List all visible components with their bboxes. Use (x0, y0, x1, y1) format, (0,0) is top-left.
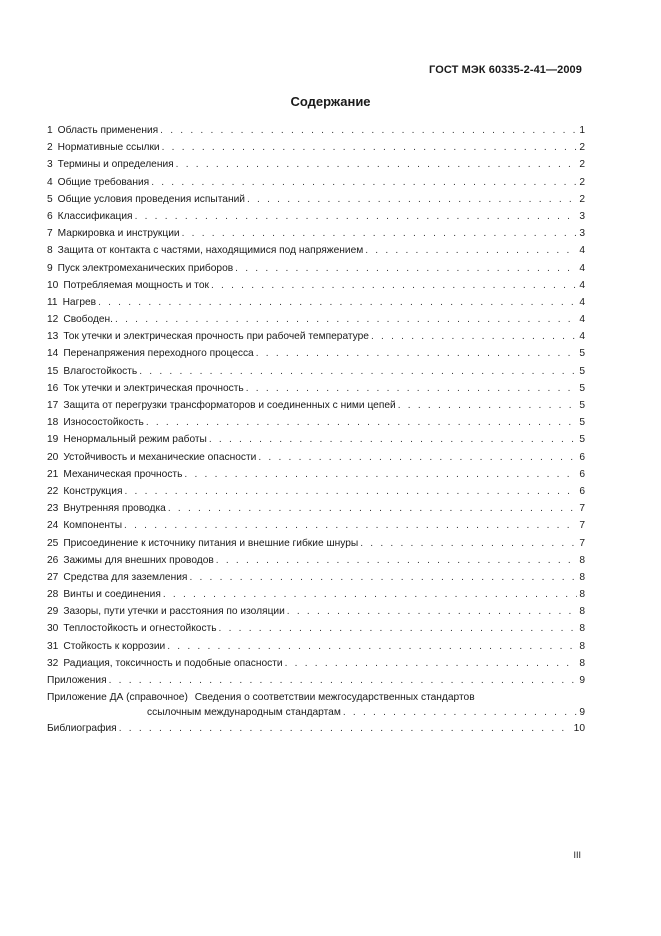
leader-dots (371, 328, 577, 345)
toc-entry[interactable] (47, 260, 585, 277)
leader-dots (398, 397, 578, 414)
toc-entry-page: 4 (579, 296, 585, 308)
toc-entry-page: 8 (579, 606, 585, 618)
toc-entry-label: Радиация, токсичность и подобные опасности (63, 657, 283, 669)
toc-entry[interactable] (47, 586, 585, 603)
toc-entry-label: Средства для заземления (63, 571, 188, 583)
toc-entry-number: 8 (47, 245, 53, 257)
leader-dots (98, 294, 577, 311)
toc-entry-number: 17 (47, 400, 59, 411)
toc-entry-number: 30 (47, 623, 59, 635)
toc-entry-number: 10 (47, 279, 59, 291)
toc-entry-page: 5 (579, 365, 585, 377)
toc-entry-label: Ток утечки и электрическая прочность при рабочей температуре (63, 331, 369, 343)
toc-entry-number: 22 (47, 485, 59, 497)
toc-entry[interactable] (47, 483, 585, 500)
leader-dots (135, 208, 578, 225)
toc-entry-page: 6 (579, 468, 585, 480)
leader-dots (365, 242, 577, 259)
toc-entry-page: 4 (579, 262, 585, 274)
toc-entry-number: 9 (47, 262, 53, 274)
toc-entry[interactable] (47, 122, 585, 139)
leader-dots (209, 431, 577, 448)
leader-dots (287, 603, 578, 620)
toc-entry-page: 2 (579, 159, 585, 171)
page-number: III (573, 850, 581, 860)
toc-entry-number: 32 (47, 657, 59, 669)
toc-entry-page: 5 (579, 434, 585, 446)
table-of-contents (47, 122, 585, 738)
appendix-da-page: 9 (579, 707, 585, 719)
toc-entry[interactable] (47, 328, 585, 345)
toc-appendices-page: 9 (579, 675, 585, 686)
page-title: Содержание (290, 94, 371, 109)
appendix-da-title-line1: Сведения о соответствии межгосударственных стандартов (194, 692, 475, 704)
toc-entry[interactable] (47, 603, 585, 620)
toc-entry-label: Свободен. (63, 314, 114, 326)
leader-dots (119, 720, 572, 737)
leader-dots (219, 620, 578, 637)
toc-entry-label: Внутренняя проводка (63, 503, 166, 515)
leader-dots (151, 174, 577, 191)
leader-dots (124, 483, 577, 500)
toc-entry-label: Термины и определения (57, 159, 174, 171)
toc-entry[interactable] (47, 655, 585, 672)
toc-entry[interactable] (47, 294, 585, 311)
toc-entry-label: Ненормальный режим работы (63, 434, 207, 446)
toc-entry-label: Конструкция (63, 485, 123, 497)
toc-entry[interactable] (47, 380, 585, 397)
toc-entry-page: 6 (579, 451, 585, 463)
toc-entry[interactable] (47, 620, 585, 637)
toc-entry-number: 24 (47, 520, 59, 532)
toc-entry[interactable] (47, 191, 585, 208)
toc-entry-label: Потребляемая мощность и ток (63, 279, 209, 291)
toc-entry-page: 8 (579, 571, 585, 583)
toc-entry-label: Влагостойкость (63, 365, 138, 377)
leader-dots (124, 517, 577, 534)
toc-entry-label: Пуск электромеханических приборов (57, 262, 234, 274)
toc-entry-page: 2 (579, 176, 585, 188)
toc-entry-number: 29 (47, 606, 59, 618)
toc-entry[interactable] (47, 174, 585, 191)
toc-entry-number: 23 (47, 503, 59, 515)
toc-entry[interactable] (47, 535, 585, 552)
toc-entry-number: 25 (47, 537, 59, 549)
toc-entry-page: 7 (579, 503, 585, 515)
toc-entry-page: 5 (579, 348, 585, 360)
toc-entry[interactable] (47, 552, 585, 569)
toc-entry-page: 5 (579, 400, 585, 411)
toc-entry-number: 14 (47, 348, 59, 360)
toc-entry[interactable] (47, 638, 585, 655)
toc-entry-number: 21 (47, 468, 59, 480)
leader-dots (160, 122, 577, 139)
toc-entry-label: Стойкость к коррозии (63, 640, 166, 652)
toc-entry-number: 28 (47, 589, 59, 601)
toc-entry-page: 5 (579, 417, 585, 429)
toc-entry-label: Износостойкость (63, 417, 144, 429)
toc-entry-page: 2 (579, 142, 585, 154)
toc-entry-label: Ток утечки и электрическая прочность (63, 382, 244, 394)
toc-entry-number: 15 (47, 365, 59, 377)
leader-dots (360, 535, 577, 552)
toc-entry[interactable] (47, 569, 585, 586)
toc-entry[interactable] (47, 363, 585, 380)
document-code: ГОСТ МЭК 60335-2-41—2009 (429, 64, 582, 76)
toc-appendix-da[interactable] (47, 689, 585, 720)
toc-entry-page: 8 (579, 640, 585, 652)
toc-entry[interactable] (47, 277, 585, 294)
toc-entry-page: 4 (579, 314, 585, 326)
leader-dots (167, 638, 577, 655)
leader-dots (246, 380, 578, 397)
toc-entry[interactable] (47, 225, 585, 242)
toc-entry-page: 8 (579, 657, 585, 669)
leader-dots (258, 449, 577, 466)
leader-dots (211, 277, 577, 294)
leader-dots (176, 156, 578, 173)
toc-entry-label: Зазоры, пути утечки и расстояния по изоляции (63, 606, 285, 618)
toc-entry-number: 12 (47, 314, 59, 326)
leader-dots (247, 191, 577, 208)
toc-entry-page: 7 (579, 520, 585, 532)
toc-entry-label: Нагрев (62, 296, 97, 308)
leader-dots (162, 139, 578, 156)
toc-entry-label: Теплостойкость и огнестойкость (63, 623, 217, 635)
leader-dots (235, 260, 577, 277)
toc-entry-number: 27 (47, 571, 59, 583)
appendix-da-title-line2: ссылочным международным стандартам (147, 707, 341, 719)
toc-entry-number: 18 (47, 417, 59, 429)
appendix-da-prefix: Приложение ДА (47, 692, 124, 704)
toc-entry-page: 4 (579, 279, 585, 291)
toc-entry-page: 3 (579, 210, 585, 222)
toc-entry-number: 6 (47, 210, 53, 222)
leader-dots (163, 586, 577, 603)
leader-dots (168, 500, 577, 517)
toc-entry-label: Механическая прочность (63, 468, 183, 480)
toc-sections (47, 122, 585, 672)
toc-entry-label: Компоненты (63, 520, 123, 532)
toc-entry-page: 8 (579, 589, 585, 601)
toc-entry-page: 5 (579, 382, 585, 394)
toc-entry-number: 4 (47, 176, 53, 188)
toc-entry-label: Винты и соединения (63, 589, 161, 601)
leader-dots (216, 552, 578, 569)
toc-entry-label: Область применения (57, 125, 159, 136)
toc-entry-label: Защита от контакта с частями, находящимися под напряжением (57, 245, 364, 257)
leader-dots (139, 363, 577, 380)
toc-entry-label: Классификация (57, 210, 133, 222)
toc-entry-number: 11 (47, 296, 58, 308)
toc-entry-label: Устойчивость и механические опасности (63, 451, 257, 463)
toc-entry[interactable] (47, 156, 585, 173)
toc-entry-number: 20 (47, 451, 59, 463)
leader-dots (189, 569, 577, 586)
toc-entry[interactable] (47, 139, 585, 156)
leader-dots (146, 414, 578, 431)
toc-entry-label: Маркировка и инструкции (57, 228, 180, 240)
toc-appendices[interactable] (47, 672, 585, 689)
toc-entry[interactable] (47, 431, 585, 448)
toc-entry[interactable] (47, 500, 585, 517)
toc-entry-page: 3 (579, 228, 585, 240)
leader-dots (109, 672, 578, 689)
toc-entry-number: 1 (47, 125, 53, 136)
toc-entry-label: Зажимы для внешних проводов (63, 554, 214, 566)
toc-entry[interactable] (47, 311, 585, 328)
toc-entry-number: 3 (47, 159, 53, 171)
leader-dots (182, 225, 578, 242)
toc-entry-label: Защита от перегрузки трансформаторов и соединенных с ними цепей (63, 400, 396, 411)
leader-dots (256, 345, 578, 362)
leader-dots (184, 466, 577, 483)
toc-entry-label: Нормативные ссылки (57, 142, 160, 154)
toc-entry-page: 4 (579, 331, 585, 343)
toc-entry-label: Общие условия проведения испытаний (57, 193, 245, 205)
toc-entry-label: Присоединение к источнику питания и внешние гибкие шнуры (63, 537, 359, 549)
toc-entry[interactable] (47, 466, 585, 483)
toc-entry-number: 7 (47, 228, 53, 240)
toc-entry-page: 7 (579, 537, 585, 549)
toc-entry-number: 26 (47, 554, 59, 566)
toc-entry[interactable] (47, 414, 585, 431)
toc-entry[interactable] (47, 345, 585, 362)
toc-entry-label: Общие требования (57, 176, 150, 188)
toc-appendices-label: Приложения (47, 675, 107, 686)
toc-entry-page: 6 (579, 485, 585, 497)
toc-entry[interactable] (47, 397, 585, 414)
toc-entry-number: 2 (47, 142, 53, 154)
toc-entry-number: 19 (47, 434, 59, 446)
toc-entry-number: 5 (47, 193, 53, 205)
leader-dots (115, 311, 577, 328)
toc-entry-page: 1 (579, 125, 585, 136)
toc-entry-page: 8 (579, 623, 585, 635)
toc-bibliography[interactable] (47, 720, 585, 737)
toc-entry[interactable] (47, 449, 585, 466)
leader-dots (343, 706, 577, 720)
toc-entry-number: 16 (47, 382, 59, 394)
toc-entry-page: 2 (579, 193, 585, 205)
appendix-da-kind: (справочное) (126, 692, 188, 704)
toc-bibliography-label: Библиография (47, 723, 117, 735)
toc-entry[interactable] (47, 208, 585, 225)
leader-dots (285, 655, 578, 672)
toc-entry-number: 31 (47, 640, 59, 652)
toc-entry[interactable] (47, 517, 585, 534)
toc-entry-page: 8 (579, 554, 585, 566)
toc-bibliography-page: 10 (573, 723, 585, 735)
toc-entry-page: 4 (579, 245, 585, 257)
toc-entry-label: Перенапряжения переходного процесса (63, 348, 254, 360)
toc-entry[interactable] (47, 242, 585, 259)
toc-entry-number: 13 (47, 331, 59, 343)
